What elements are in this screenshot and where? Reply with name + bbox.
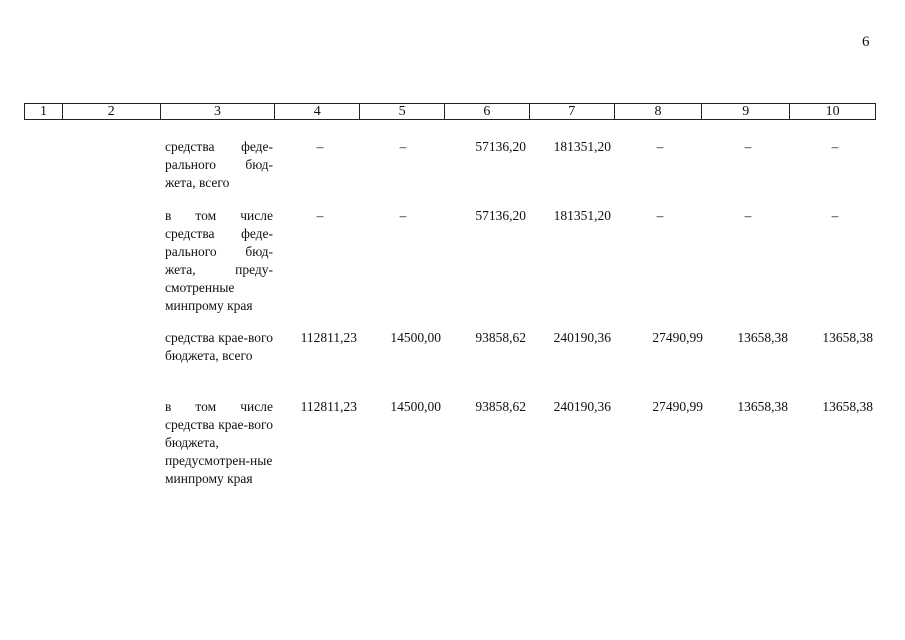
value-col-7: 240190,36 xyxy=(553,399,611,414)
value-col-5: – xyxy=(399,139,407,154)
value-col-6: 57136,20 xyxy=(475,139,526,154)
row-description: средства феде-ральнorо бюд-жета, всего xyxy=(165,139,273,190)
value-col-10: 13658,38 xyxy=(822,330,873,345)
value-col-7: 240190,36 xyxy=(553,330,611,345)
value-col-9: 13658,38 xyxy=(737,399,788,414)
header-col-4: 4 xyxy=(275,104,360,119)
value-col-6: 93858,62 xyxy=(475,399,526,414)
value-col-8: – xyxy=(656,139,664,154)
page-number: 6 xyxy=(862,34,870,50)
value-col-9: 13658,38 xyxy=(737,330,788,345)
value-col-7: 181351,20 xyxy=(553,208,611,223)
header-col-9: 9 xyxy=(702,104,790,119)
value-col-6: 57136,20 xyxy=(475,208,526,223)
value-col-5: 14500,00 xyxy=(390,399,441,414)
header-col-5: 5 xyxy=(360,104,445,119)
value-col-6: 93858,62 xyxy=(475,330,526,345)
row-description: средства крае-вого бюджета, всего xyxy=(165,330,273,363)
header-col-10: 10 xyxy=(825,104,840,119)
row-description: в том числе средства феде-рального бюд-жета, преду-смотренные минпрому края xyxy=(165,208,273,313)
value-col-9: – xyxy=(744,208,752,223)
value-col-4: 112811,23 xyxy=(300,330,357,345)
value-col-5: 14500,00 xyxy=(390,330,441,345)
value-col-5: – xyxy=(399,208,407,223)
value-col-4: – xyxy=(316,139,324,154)
header-col-1: 1 xyxy=(25,104,63,119)
header-col-8: 8 xyxy=(615,104,703,119)
header-col-3: 3 xyxy=(161,104,276,119)
value-col-10: 13658,38 xyxy=(822,399,873,414)
value-col-8: 27490,99 xyxy=(652,399,703,414)
value-col-10: – xyxy=(831,208,839,223)
value-col-8: – xyxy=(656,208,664,223)
value-col-7: 181351,20 xyxy=(553,139,611,154)
value-col-4: 112811,23 xyxy=(300,399,357,414)
value-col-9: – xyxy=(744,139,752,154)
value-col-4: – xyxy=(316,208,324,223)
header-col-2: 2 xyxy=(63,104,161,119)
table-header-row xyxy=(24,103,876,120)
header-col-7: 7 xyxy=(530,104,615,119)
value-col-8: 27490,99 xyxy=(652,330,703,345)
value-col-10: – xyxy=(831,139,839,154)
header-col-6: 6 xyxy=(445,104,530,119)
row-description: в том числе средства крае-вого бюджета, предусмотрен-ные минпрому края xyxy=(165,399,273,486)
